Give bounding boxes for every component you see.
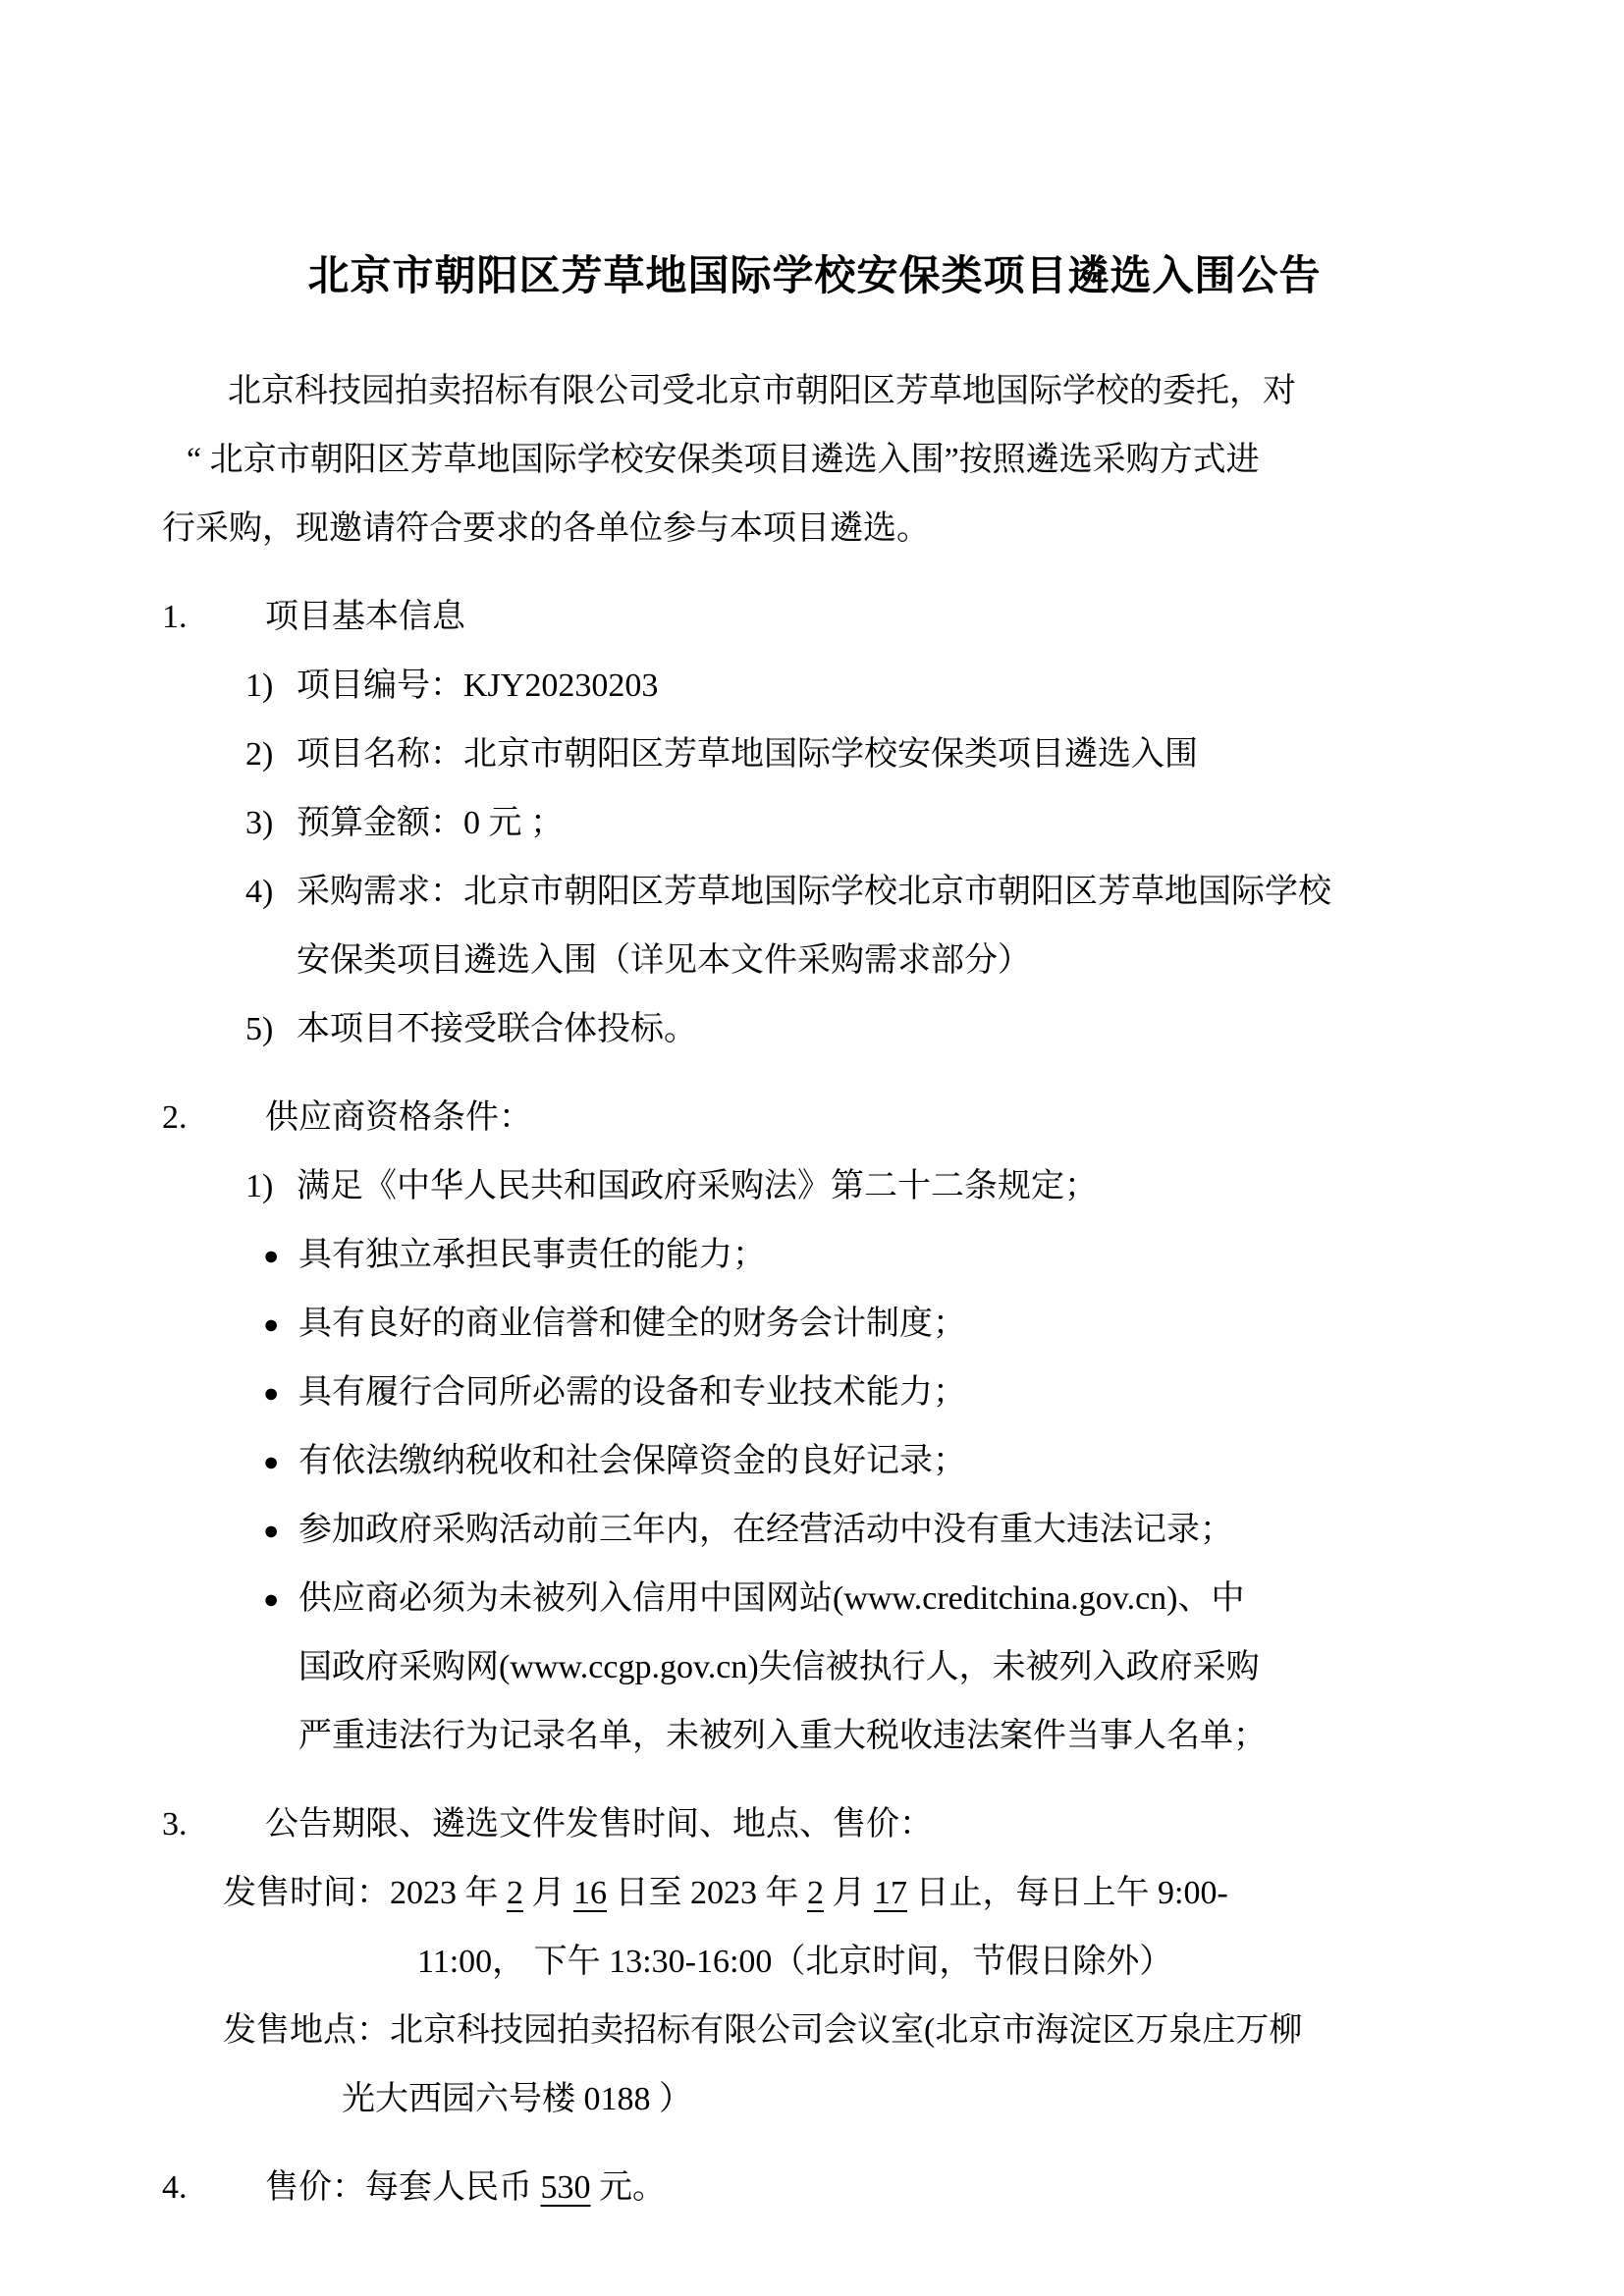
bullet-icon: ● [263, 1516, 280, 1545]
bullet-item-6-wrap-1: 国政府采购网(www.ccgp.gov.cn)失信被执行人，未被列入政府采购 [298, 1649, 1260, 1685]
item-number: 4) [245, 874, 274, 910]
bullet-icon: ● [263, 1378, 280, 1408]
bullet-item-2 [263, 1290, 1467, 1359]
section-2-heading [162, 1084, 1467, 1152]
section-1-heading [162, 583, 1467, 652]
section-1-item-1 [245, 652, 1467, 721]
bullet-icon: ● [263, 1584, 280, 1614]
item-text: 本项目不接受联合体投标。 [297, 1011, 697, 1047]
item-text: 项目名称：北京市朝阳区芳草地国际学校安保类项目遴选入围 [297, 736, 1198, 773]
price-text: 售价：每套人民币 [265, 2169, 541, 2206]
intro-line-3: 行采购，现邀请符合要求的各单位参与本项目遴选。 [162, 510, 930, 547]
sale-time-day-1: 16 [573, 1875, 607, 1911]
bullet-icon: ● [263, 1309, 280, 1339]
sale-place-label: 发售地点： [223, 2012, 390, 2049]
sale-time-month-1: 2 [507, 1875, 523, 1911]
sale-place-line [223, 1997, 1467, 2065]
sale-place-text: 北京科技园拍卖招标有限公司会议室(北京市海淀区万泉庄万柳 [390, 2012, 1303, 2049]
item-number: 3) [245, 805, 274, 841]
section-3-heading [162, 1790, 1467, 1859]
intro-line-2: “ 北京市朝阳区芳草地国际学校安保类项目遴选入围”按照遴选采购方式进 [187, 442, 1260, 478]
item-text: 采购需求：北京市朝阳区芳草地国际学校北京市朝阳区芳草地国际学校 [297, 874, 1331, 910]
price-value: 530 [540, 2169, 591, 2206]
page-title: 北京市朝阳区芳草地国际学校安保类项目遴选入围公告 [307, 252, 1322, 298]
bullet-item-3 [263, 1359, 1467, 1427]
section-2-title: 供应商资格条件： [265, 1099, 532, 1136]
sale-time-text: 月 [824, 1875, 874, 1911]
sale-time-text: 日止，每日上午 9:00- [907, 1875, 1228, 1911]
section-4-number: 4. [162, 2169, 188, 2206]
bullet-text: 供应商必须为未被列入信用中国网站(www.creditchina.gov.cn)、中 [298, 1580, 1245, 1617]
section-1-number: 1. [162, 599, 188, 635]
sale-time-text: 2023 年 [390, 1875, 507, 1911]
bullet-item-6 [263, 1565, 1467, 1633]
bullet-item-1 [263, 1221, 1467, 1290]
sale-time-day-2: 17 [874, 1875, 907, 1911]
item-text: 满足《中华人民共和国政府采购法》第二十二条规定； [297, 1168, 1098, 1204]
bullet-icon: ● [263, 1447, 280, 1476]
bullet-item-6-wrap-2: 严重违法行为记录名单，未被列入重大税收违法案件当事人名单； [298, 1718, 1267, 1754]
item-number: 5) [245, 1011, 274, 1047]
section-1-title: 项目基本信息 [265, 599, 465, 635]
section-3-title: 公告期限、遴选文件发售时间、地点、售价： [265, 1806, 933, 1842]
sale-time-text: 月 [523, 1875, 573, 1911]
bullet-text: 具有良好的商业信誉和健全的财务会计制度； [298, 1306, 966, 1342]
bullet-item-5 [263, 1496, 1467, 1565]
bullet-icon: ● [263, 1241, 280, 1270]
sale-time-month-2: 2 [807, 1875, 824, 1911]
section-2-number: 2. [162, 1099, 188, 1136]
sale-time-line [223, 1859, 1467, 1928]
item-number: 2) [245, 736, 274, 773]
section-1-item-4 [245, 858, 1467, 927]
section-1-item-5 [245, 995, 1467, 1064]
section-1-item-2 [245, 721, 1467, 789]
section-1-item-3 [245, 789, 1467, 858]
price-text: 元。 [590, 2169, 666, 2206]
bullet-text: 具有独立承担民事责任的能力； [298, 1237, 766, 1273]
intro-line-1: 北京科技园拍卖招标有限公司受北京市朝阳区芳草地国际学校的委托，对 [228, 373, 1296, 409]
item-number: 1) [245, 1168, 274, 1204]
sale-time-label: 发售时间： [223, 1875, 390, 1911]
bullet-text: 具有履行合同所必需的设备和专业技术能力； [298, 1374, 966, 1411]
item-text: 项目编号：KJY20230203 [297, 667, 659, 704]
section-2-item-1 [245, 1152, 1467, 1221]
section-4-heading [162, 2154, 1467, 2222]
section-3-number: 3. [162, 1806, 188, 1842]
sale-place-line-2: 光大西园六号楼 0188 ） [342, 2081, 692, 2117]
sale-time-line-2: 11:00， 下午 13:30-16:00（北京时间，节假日除外） [417, 1944, 1173, 1980]
item-number: 1) [245, 667, 274, 704]
bullet-text: 参加政府采购活动前三年内，在经营活动中没有重大违法记录； [298, 1512, 1233, 1548]
section-1-item-4-wrap: 安保类项目遴选入围（详见本文件采购需求部分） [297, 942, 1031, 979]
bullet-item-4 [263, 1427, 1467, 1496]
bullet-text: 有依法缴纳税收和社会保障资金的良好记录； [298, 1443, 966, 1479]
item-text: 预算金额：0 元 ； [297, 805, 564, 841]
sale-time-text: 日至 2023 年 [607, 1875, 807, 1911]
